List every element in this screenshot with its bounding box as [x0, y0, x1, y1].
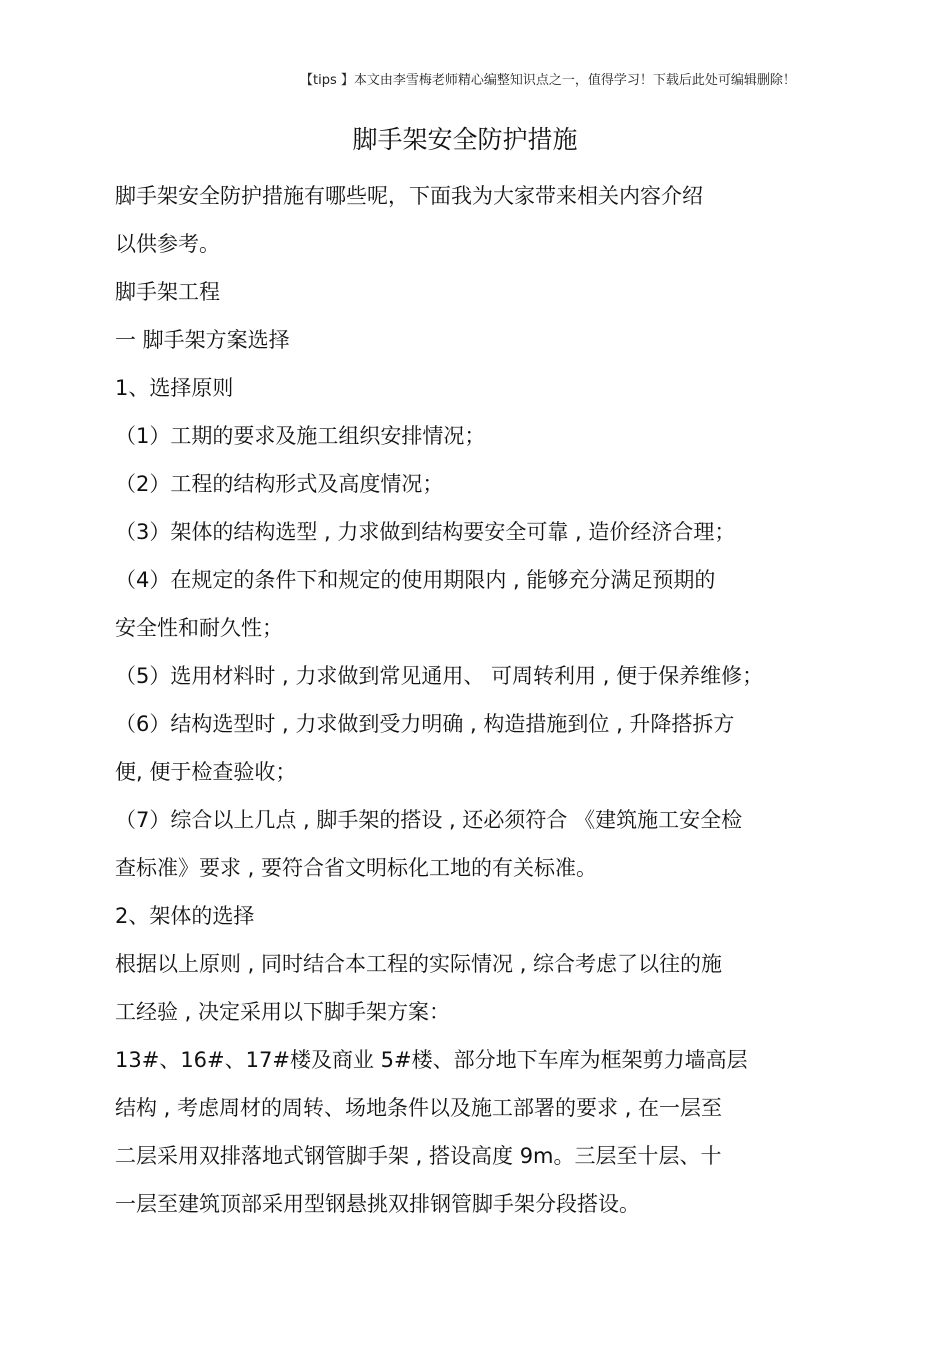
body-line-15: 查标准》要求 , 要符合省文明标化工地的有关标准。	[115, 856, 598, 880]
body-line-19: 13#、16#、17#楼及商业 5#楼、部分地下车库为框架剪力墙高层	[115, 1048, 748, 1072]
body-line-8: （3）架体的结构选型 , 力求做到结构要安全可靠 , 造价经济合理；	[115, 520, 736, 544]
body-line-4: 一 脚手架方案选择	[115, 328, 290, 352]
body-line-21: 二层采用双排落地式钢管脚手架 , 搭设高度 9m。三层至十层、十	[115, 1144, 722, 1168]
document-title: 脚手架安全防护措施	[352, 125, 578, 154]
body-line-14: （7）综合以上几点 , 脚手架的搭设 , 还必须符合 《建筑施工安全检	[115, 808, 743, 832]
header-tips: 【tips 】本文由李雪梅老师精心编整知识点之一，值得学习！下载后此处可编辑删除！	[300, 73, 796, 88]
body-line-17: 根据以上原则 , 同时结合本工程的实际情况 , 综合考虑了以往的施	[115, 952, 723, 976]
body-line-12: （6）结构选型时 , 力求做到受力明确 , 构造措施到位 , 升降搭拆方	[115, 712, 735, 736]
body-line-6: （1）工期的要求及施工组织安排情况；	[115, 424, 486, 448]
body-line-20: 结构 , 考虑周材的周转、场地条件以及施工部署的要求 , 在一层至	[115, 1096, 723, 1120]
body-line-11: （5）选用材料时 , 力求做到常见通用、 可周转利用 , 便于保养维修；	[115, 664, 764, 688]
body-line-9: （4）在规定的条件下和规定的使用期限内 , 能够充分满足预期的	[115, 568, 716, 592]
body-line-13: 便, 便于检查验收；	[115, 760, 297, 784]
body-line-2: 以供参考。	[115, 232, 220, 256]
body-line-3: 脚手架工程	[115, 280, 220, 304]
body-line-16: 2、架体的选择	[115, 904, 255, 928]
body-line-1: 脚手架安全防护措施有哪些呢，下面我为大家带来相关内容介绍	[115, 184, 703, 208]
body-line-10: 安全性和耐久性；	[115, 616, 283, 640]
body-line-5: 1、选择原则	[115, 376, 234, 400]
body-line-7: （2）工程的结构形式及高度情况；	[115, 472, 444, 496]
body-line-22: 一层至建筑顶部采用型钢悬挑双排钢管脚手架分段搭设。	[115, 1192, 640, 1216]
body-line-18: 工经验 , 决定采用以下脚手架方案：	[115, 1000, 451, 1024]
